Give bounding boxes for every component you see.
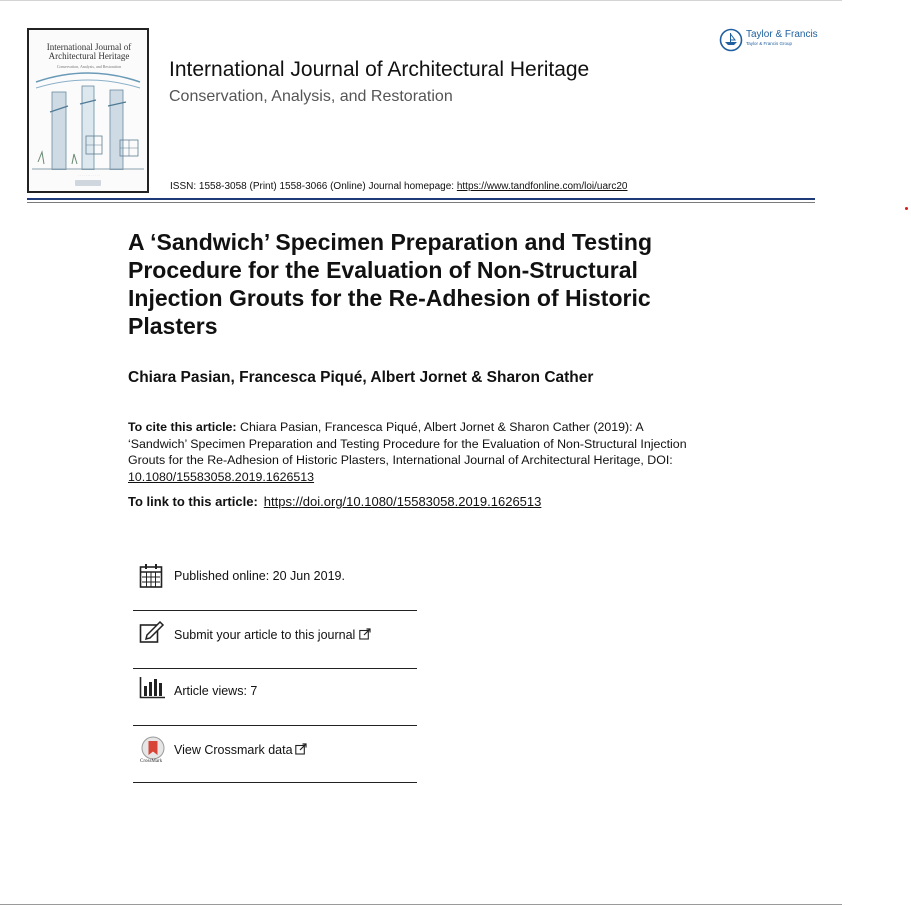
article-doi-link[interactable]: https://doi.org/10.1080/15583058.2019.1626513 [263, 494, 542, 509]
cover-volume-line: · · · · · · · · · · · · [78, 173, 100, 177]
publisher-name: Taylor & Francis [746, 29, 818, 40]
header-rule-blue [27, 198, 815, 200]
external-link-icon [359, 628, 371, 640]
submit-article-link[interactable] [174, 628, 371, 642]
crossmark-caption: CrossMark [140, 759, 163, 764]
edit-icon [139, 620, 165, 644]
crossmark-item[interactable] [133, 735, 417, 765]
cover-subtitle: Conservation, Analysis, and Restoration [56, 64, 122, 69]
article-views-item [133, 676, 417, 706]
top-divider [0, 0, 842, 1]
link-label: To link to this article: [128, 494, 258, 509]
calendar-icon [139, 563, 163, 589]
taylor-francis-logo-icon [719, 28, 743, 52]
article-title: A ‘Sandwich’ Specimen Preparation and Testing Procedure for the Evaluation of Non-Structural Injection Grouts for the Re-Adhesion of Historic Plasters [128, 229, 653, 339]
info-divider [133, 725, 417, 726]
cite-doi-link[interactable]: 10.1080/15583058.2019.1626513 [128, 469, 315, 484]
journal-subtitle: Conservation, Analysis, and Restoration [169, 88, 453, 105]
cover-building-illustration [32, 72, 144, 170]
submit-article-item[interactable] [133, 619, 417, 649]
info-divider [133, 668, 417, 669]
crossmark-icon [140, 736, 166, 760]
published-online-item [133, 561, 417, 591]
cursor-marker [905, 207, 908, 210]
issn-text: ISSN: 1558-3058 (Print) 1558-3066 (Online) Journal homepage: [170, 181, 457, 192]
article-authors: Chiara Pasian, Francesca Piqué, Albert Jornet & Sharon Cather [128, 369, 594, 386]
bar-chart-icon [139, 677, 165, 699]
journal-homepage-link[interactable]: https://www.tandfonline.com/loi/uarc20 [456, 181, 628, 192]
crossmark-label: View Crossmark data [174, 743, 293, 757]
page-bottom-edge [0, 904, 842, 905]
external-link-icon [295, 743, 307, 755]
crossmark-link[interactable] [174, 743, 307, 757]
info-divider [133, 610, 417, 611]
cover-publisher-logo [75, 180, 101, 186]
article-views-label: Article views: 7 [174, 684, 258, 698]
cover-title: International Journal of Architectural Heritage [46, 42, 132, 61]
article-link-line [128, 494, 541, 509]
journal-title: International Journal of Architectural Heritage [169, 58, 590, 81]
header-rule-grey [27, 202, 815, 203]
cite-text: Chiara Pasian, Francesca Piqué, Albert Jornet & Sharon Cather (2019): A ‘Sandwich’ Specimen Preparation and Testing Procedure for the Evaluation of Non-Structural Injection Grouts for the Re-Adhesion of Historic Plasters, International Journal of Architectural Heritage, DOI: [128, 420, 687, 467]
publisher-group: Taylor & Francis Group [746, 41, 793, 46]
submit-article-label: Submit your article to this journal [174, 628, 356, 642]
journal-cover [27, 28, 149, 193]
citation-block [128, 419, 698, 485]
issn-line [170, 181, 628, 192]
cite-label: To cite this article: [128, 420, 237, 434]
info-divider [133, 782, 417, 783]
publisher-logo[interactable] [719, 28, 829, 52]
published-online-label: Published online: 20 Jun 2019. [174, 569, 345, 583]
